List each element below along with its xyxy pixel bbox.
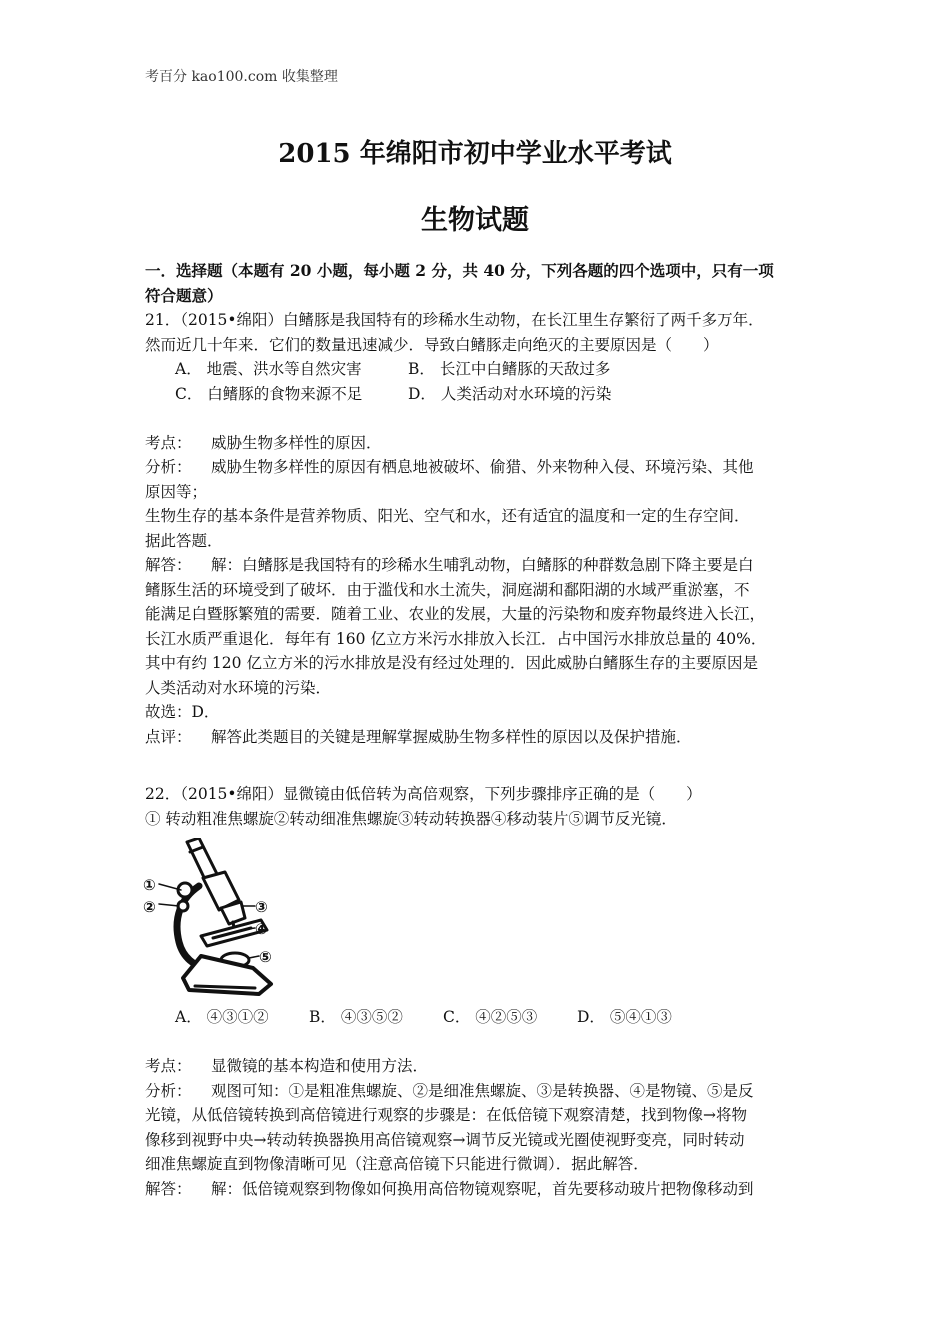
q21-fenxi-line1 <box>145 455 810 480</box>
q22-fenxi-line1 <box>145 1079 810 1104</box>
jieda-label: 解答： <box>145 556 192 574</box>
q21-option-c: C． 白鳍豚的食物来源不足 <box>175 384 363 403</box>
q22-fenxi-line3: 像移到视野中央→转动转换器换用高倍镜观察→调节反光镜或光圈使视野变亮，同时转动 <box>145 1130 745 1149</box>
fig-label-3: ③ <box>255 898 268 916</box>
q22-jieda-line1 <box>145 1177 810 1202</box>
q22-option-b: B． ④③⑤② <box>309 1008 403 1026</box>
kaodian-label: 考点： <box>145 1057 192 1075</box>
q22-stem <box>145 782 810 831</box>
dianping-label: 点评： <box>145 727 192 746</box>
q22-option-c: C． ④②⑤③ <box>443 1008 538 1026</box>
q22-kaodian <box>145 1054 810 1079</box>
jieda-text: 解：低倍镜观察到物像如何换用高倍物镜观察呢，首先要移动玻片把物像移动到 <box>211 1179 754 1198</box>
q22-option-a: A． ④③①② <box>175 1008 269 1026</box>
fig-label-2: ② <box>143 898 156 916</box>
fig-label-1: ① <box>143 876 156 894</box>
q21-stem-line1: 21．（2015•绵阳）白鳍豚是我国特有的珍稀水生动物，在长江里生存繁衍了两千多万年． <box>145 311 764 329</box>
q22-body <box>145 1005 810 1201</box>
q21-stem-line2: 然而近几十年来．它们的数量迅速减少．导致白鳍豚走向绝灭的主要原因是（ ） <box>145 335 719 354</box>
kaodian-text: 威胁生物多样性的原因． <box>211 433 382 452</box>
section-and-q21 <box>145 259 810 749</box>
q21-fenxi-line4: 据此答题． <box>145 531 223 550</box>
q22-fenxi-line4: 细准焦螺旋直到物像清晰可见（注意高倍镜下只能进行微调）．据此解答． <box>145 1155 649 1173</box>
q21-jieda-line6: 人类活动对水环境的污染． <box>145 678 332 697</box>
jieda-text: 解：白鳍豚是我国特有的珍稀水生哺乳动物，白鳍豚的种群数急剧下降主要是白 <box>211 556 754 574</box>
jieda-label: 解答： <box>145 1179 192 1198</box>
q21-option-a: A． 地震、洪水等自然灾害 <box>175 360 362 378</box>
q21-option-b: B． 长江中白鳍豚的天敌过多 <box>408 360 611 378</box>
exam-title: 2015 年绵阳市初中学业水平考试 <box>278 139 672 169</box>
q22-option-d: D． ⑤④①③ <box>577 1008 672 1026</box>
dianping-text: 解答此类题目的关键是理解掌握威胁生物多样性的原因以及保护措施． <box>211 727 692 746</box>
section-heading-line1: 一．选择题（本题有 20 小题，每小题 2 分，共 40 分，下列各题的四个选项中，只有一项 <box>145 261 774 280</box>
q22-stem-line2: ① 转动粗准焦螺旋②转动细准焦螺旋③转动转换器④移动装片⑤调节反光镜． <box>145 809 677 828</box>
q21-option-d: D． 人类活动对水环境的污染 <box>408 384 612 403</box>
q21-kaodian <box>145 431 810 456</box>
section-heading-line2: 符合题意） <box>145 285 223 305</box>
q21-fenxi-line3: 生物生存的基本条件是营养物质、阳光、空气和水，还有适宜的温度和一定的生存空间． <box>145 507 750 525</box>
q22-fenxi-line2: 光镜，从低倍镜转换到高倍镜进行观察的步骤是：在低倍镜下观察清楚，找到物像→将物 <box>145 1106 747 1124</box>
microscope-figure <box>143 838 283 996</box>
fig-label-5: ⑤ <box>259 948 272 966</box>
fenxi-text: 观图可知：①是粗准焦螺旋、②是细准焦螺旋、③是转换器、④是物镜、⑤是反 <box>211 1081 754 1100</box>
q21-jieda-line2: 鳍豚生活的环境受到了破坏．由于滥伐和水土流失，洞庭湖和鄱阳湖的水域严重淤塞，不 <box>145 580 750 599</box>
fenxi-label: 分析： <box>145 1081 192 1100</box>
exam-subtitle: 生物试题 <box>421 205 529 236</box>
q21-dianping <box>145 725 810 750</box>
q21-jieda-line5: 其中有约 120 亿立方米的污水排放是没有经过处理的．因此威胁白鳍豚生存的主要原因是 <box>145 654 758 672</box>
kaodian-text: 显微镜的基本构造和使用方法． <box>211 1057 429 1075</box>
kaodian-label: 考点： <box>145 433 192 452</box>
q21-jieda-line3: 能满足白暨豚繁殖的需要．随着工业、农业的发展，大量的污染物和废弃物最终进入长江， <box>145 605 766 623</box>
fig-label-4: ④ <box>255 920 268 938</box>
page-header: 考百分 kao100.com 收集整理 <box>145 69 338 85</box>
fenxi-label: 分析： <box>145 458 192 476</box>
q21-fenxi-line2: 原因等； <box>145 482 208 501</box>
q21-options-row1 <box>145 357 810 382</box>
q21-answer: 故选：D． <box>145 703 220 721</box>
fenxi-text: 威胁生物多样性的原因有栖息地被破坏、偷猎、外来物种入侵、环境污染、其他 <box>211 458 754 476</box>
q21-jieda-line4: 长江水质严重退化．每年有 160 亿立方米污水排放入长江．占中国污水排放总量的 40%． <box>145 629 767 648</box>
q21-options-row2 <box>145 382 810 407</box>
q21-jieda-line1 <box>145 553 810 578</box>
q22-stem-line1: 22．（2015•绵阳）显微镜由低倍转为高倍观察，下列步骤排序正确的是（ ） <box>145 785 702 803</box>
q22-options-row <box>145 1005 810 1030</box>
